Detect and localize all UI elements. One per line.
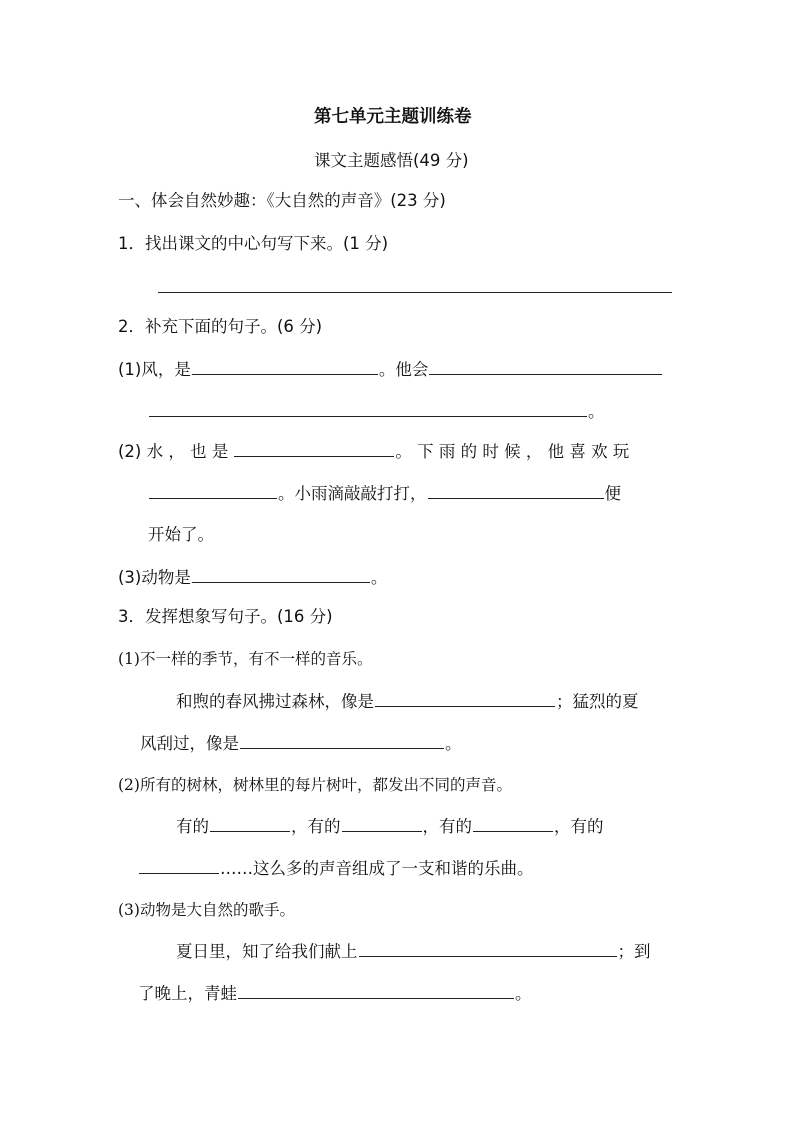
- answer-blank[interactable]: [375, 690, 555, 707]
- answer-line-q1[interactable]: [158, 292, 672, 293]
- question-number: 1．: [118, 234, 145, 253]
- q3-item3-line2: [138, 982, 532, 1005]
- q3-item1-line2-prefix: 风刮过，像是: [140, 734, 239, 753]
- question-text: 发挥想象写句子。(16 分): [145, 607, 333, 626]
- q2-item2-mid: 。 下 雨 的 时 候 ， 他 喜 欢 玩: [395, 442, 630, 461]
- q2-item1-line1: [118, 358, 663, 381]
- answer-blank[interactable]: [149, 400, 587, 417]
- answer-blank[interactable]: [149, 482, 277, 499]
- question-1: [118, 233, 388, 255]
- question-2: [118, 316, 322, 338]
- q3-item2-sep: ，: [554, 817, 571, 836]
- answer-blank[interactable]: [210, 815, 290, 832]
- q3-item2-line2: [138, 857, 534, 880]
- answer-blank[interactable]: [192, 358, 378, 375]
- q3-item3-line2-prefix: 了晚上，青蛙: [138, 984, 237, 1003]
- question-3: [118, 606, 333, 628]
- q2-item1-mid: 。他会: [378, 360, 429, 379]
- page-subtitle: 课文主题感悟(49 分): [314, 151, 469, 170]
- q3-item2-word: 有的: [570, 817, 604, 836]
- q2-item1-end: 。: [588, 402, 605, 421]
- q3-item2-line2-end: ……这么多的声音组成了一支和谐的乐曲。: [220, 859, 534, 878]
- q3-item3-line1-end: ；到: [617, 942, 651, 961]
- q3-item1-line1-prefix: 和煦的春风拂过森林，像是: [176, 692, 374, 711]
- q2-item2-line2-end: 便: [604, 484, 621, 503]
- q2-item2-line2-mid: 。小雨滴敲敲打打，: [278, 484, 427, 503]
- question-text: 找出课文的中心句写下来。(1 分): [145, 234, 389, 253]
- q3-item3-line2-end: 。: [515, 984, 532, 1003]
- q3-item3-line1: [176, 940, 651, 963]
- q2-item3-prefix: (3)动物是: [118, 568, 191, 587]
- q3-item2-prompt: (2)所有的树林，树林里的每片树叶，都发出不同的声音。: [118, 776, 512, 794]
- q3-item2-word: 有的: [307, 817, 341, 836]
- q3-item2-word: 有的: [439, 817, 472, 836]
- answer-blank[interactable]: [238, 982, 514, 999]
- q3-item2-sep: ，: [291, 817, 308, 836]
- q2-item1-line2: [148, 400, 605, 423]
- q2-item3-line1: [118, 566, 387, 589]
- answer-blank[interactable]: [342, 815, 422, 832]
- q2-item2-prefix: (2) 水 ， 也 是: [118, 442, 229, 461]
- answer-blank[interactable]: [359, 940, 617, 957]
- q3-item1-line2: [140, 732, 462, 755]
- q3-item3-line1-prefix: 夏日里，知了给我们献上: [176, 942, 358, 961]
- q3-item3-prompt: (3)动物是大自然的歌手。: [118, 901, 295, 919]
- q3-item1-prompt: (1)不一样的季节，有不一样的音乐。: [118, 650, 373, 668]
- answer-blank[interactable]: [234, 440, 394, 457]
- q3-item1-line1-end: ；猛烈的夏: [556, 692, 639, 711]
- section-heading: 一、体会自然妙趣：《大自然的声音》(23 分): [118, 191, 446, 210]
- q2-item1-prefix: (1)风，是: [118, 360, 191, 379]
- question-number: 2．: [118, 317, 145, 336]
- q2-item2-line1: [118, 440, 629, 463]
- answer-blank[interactable]: [240, 732, 444, 749]
- answer-blank[interactable]: [429, 358, 662, 375]
- q3-item1-line2-end: 。: [445, 734, 462, 753]
- q2-item2-line3: 开始了。: [148, 525, 214, 544]
- q2-item2-line2: [148, 482, 621, 505]
- answer-blank[interactable]: [473, 815, 553, 832]
- page-title: 第七单元主题训练卷: [314, 107, 472, 127]
- q3-item2-line1: [176, 815, 604, 838]
- answer-blank[interactable]: [428, 482, 604, 499]
- answer-blank[interactable]: [192, 566, 370, 583]
- q3-item2-word: 有的: [176, 817, 209, 836]
- question-text: 补充下面的句子。(6 分): [145, 317, 323, 336]
- q2-item3-end: 。: [370, 568, 388, 587]
- q3-item1-line1: [176, 690, 639, 713]
- q3-item2-sep: ，: [422, 817, 439, 836]
- answer-blank[interactable]: [139, 857, 219, 874]
- question-number: 3．: [118, 607, 145, 626]
